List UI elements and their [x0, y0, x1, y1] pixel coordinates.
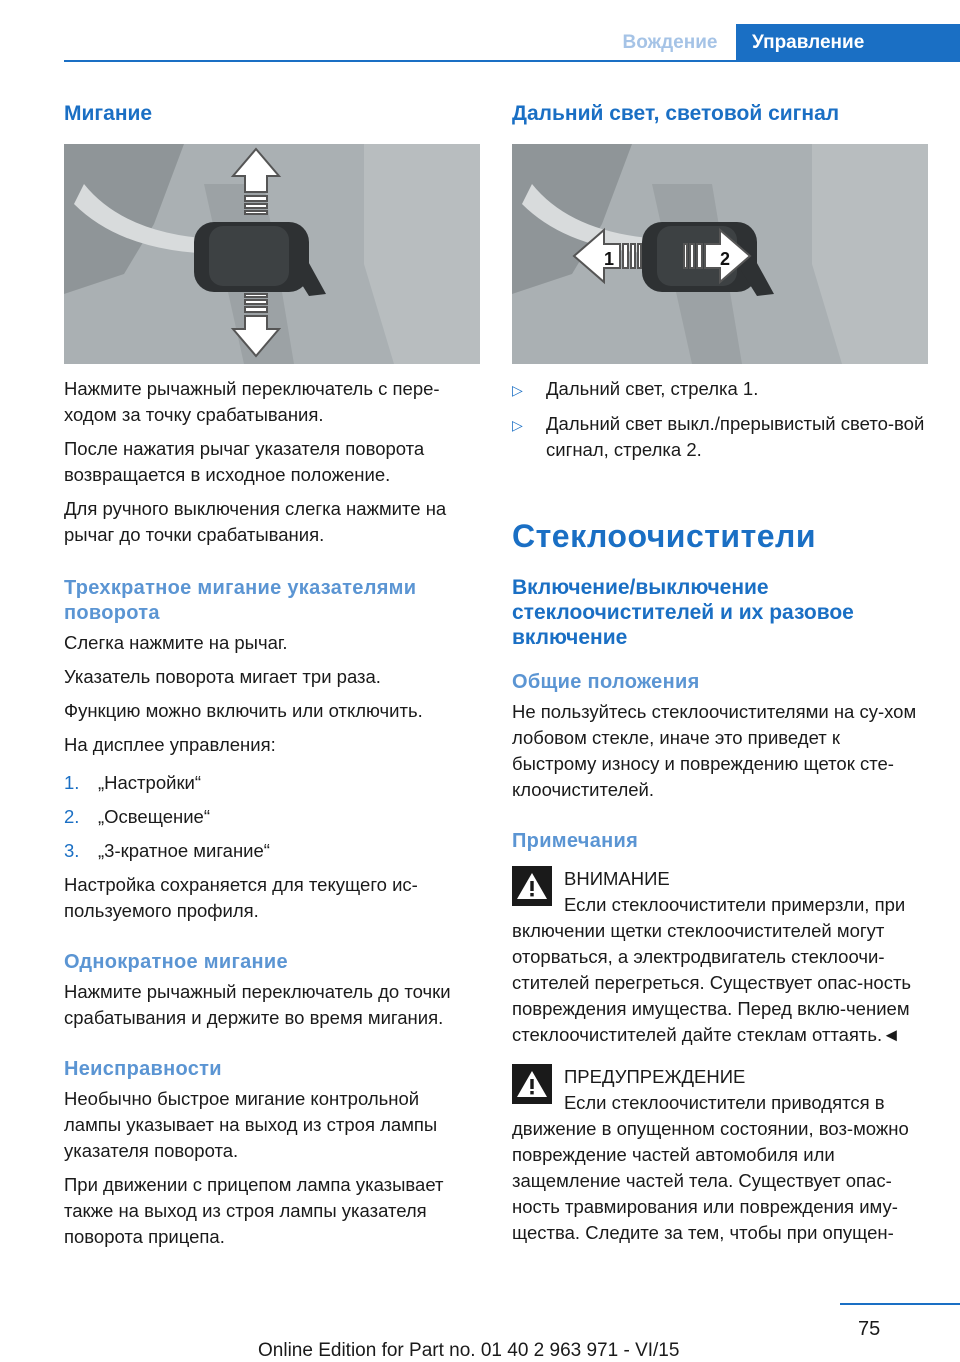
notice-text: Если стеклоочистители примерзли, при включении щетки стеклоочистителей могут оторваться, а электродвигатель стеклоочи-стителей перегреться. Существует опас-ность повреждения имущества. Перед вклю-чением стеклоочистителей дайте стеклам оттаять.◄ — [512, 894, 912, 1045]
turn-signal-lever-illustration — [64, 144, 480, 364]
notice-text: Если стеклоочистители приводятся в движение в опущенном состоянии, воз-можно повреждение частей автомобиля или защемление частей тела. Существует опас-ность травмирования или повреждения иму-щества. Следите за тем, чтобы при опущен- — [512, 1092, 909, 1243]
bullet-triangle-icon: ▷ — [512, 382, 523, 398]
list-item — [64, 804, 480, 830]
page-number: 75 — [858, 1318, 881, 1340]
arrow-label-1: 1 — [604, 249, 615, 269]
list-text: „Освещение“ — [98, 806, 211, 827]
notice-title: ПРЕДУПРЕЖДЕНИЕ — [564, 1066, 746, 1087]
paragraph: Слегка нажмите на рычаг. — [64, 632, 288, 653]
arrow-label-2: 2 — [720, 249, 731, 269]
heading-wipers: Стеклоочистители — [512, 518, 817, 554]
tab-driving[interactable]: Вождение — [622, 32, 718, 53]
paragraph: Нажмите рычажный переключатель до точки срабатывания и держите во время мигания. — [64, 981, 451, 1028]
heading-triple-blink: Трехкратное мигание указателями поворота — [64, 577, 417, 624]
paragraph: При движении с прицепом лампа указывает также на выход из строя лампы указателя поворота прицепа. — [64, 1174, 444, 1247]
left-column — [64, 100, 480, 1250]
paragraph: Указатель поворота мигает три раза. — [64, 666, 381, 687]
settings-steps-list — [64, 770, 480, 864]
tab-controls[interactable]: Управление — [736, 24, 960, 62]
list-item — [512, 376, 928, 403]
heading-general: Общие положения — [512, 671, 700, 693]
paragraph: После нажатия рычаг указателя поворота возвращается в исходное положение. — [64, 438, 425, 485]
edition-footer: Online Edition for Part no. 01 40 2 963 971 - VI/15 — [258, 1340, 680, 1361]
list-text: Дальний свет, стрелка 1. — [546, 378, 759, 399]
list-text: „3-кратное мигание“ — [98, 840, 270, 861]
heading-malfunctions: Неисправности — [64, 1058, 222, 1080]
heading-high-beam: Дальний свет, световой сигнал — [512, 102, 840, 125]
notice-title: ВНИМАНИЕ — [564, 868, 670, 889]
list-item — [64, 838, 480, 864]
warning-triangle-icon — [512, 1064, 552, 1104]
bullet-triangle-icon: ▷ — [512, 417, 523, 433]
paragraph: Нажмите рычажный переключатель с пере-ходом за точку срабатывания. — [64, 378, 440, 425]
high-beam-lever-illustration — [512, 144, 928, 364]
paragraph: Функцию можно включить или отключить. — [64, 700, 423, 721]
paragraph: Необычно быстрое мигание контрольной лампы указывает на выход из строя лампы указателя поворота. — [64, 1088, 438, 1161]
list-item — [64, 770, 480, 796]
lever-up-down-arrows-image — [64, 144, 480, 364]
heading-blinking: Мигание — [64, 102, 153, 125]
list-text: Дальний свет выкл./прерывистый свето-вой сигнал, стрелка 2. — [546, 413, 925, 460]
paragraph: Для ручного выключения слегка нажмите на рычаг до точки срабатывания. — [64, 498, 447, 545]
heading-notes: Примечания — [512, 830, 639, 852]
paragraph: Настройка сохраняется для текущего ис-пользуемого профиля. — [64, 874, 418, 921]
footer-rule — [840, 1303, 960, 1305]
paragraph: Не пользуйтесь стеклоочистителями на су-хом лобовом стекле, иначе это приведет к быстрому износу и повреждению щеток сте-клоочистителей. — [512, 701, 917, 800]
heading-wipers-on-off: Включение/выключение стеклоочистителей и их разовое включение — [512, 576, 854, 649]
warning-triangle-icon — [512, 866, 552, 906]
paragraph: На дисплее управления: — [64, 734, 276, 755]
high-beam-list — [512, 376, 928, 463]
list-item — [512, 411, 928, 463]
list-text: „Настройки“ — [98, 772, 202, 793]
list-number: 1. — [64, 772, 80, 793]
list-number: 3. — [64, 840, 80, 861]
warning-notice — [512, 1064, 928, 1246]
lever-push-pull-arrows-image — [512, 144, 928, 364]
right-column — [512, 100, 928, 1246]
heading-single-blink: Однократное мигание — [64, 951, 288, 973]
list-number: 2. — [64, 806, 80, 827]
caution-notice — [512, 866, 928, 1048]
